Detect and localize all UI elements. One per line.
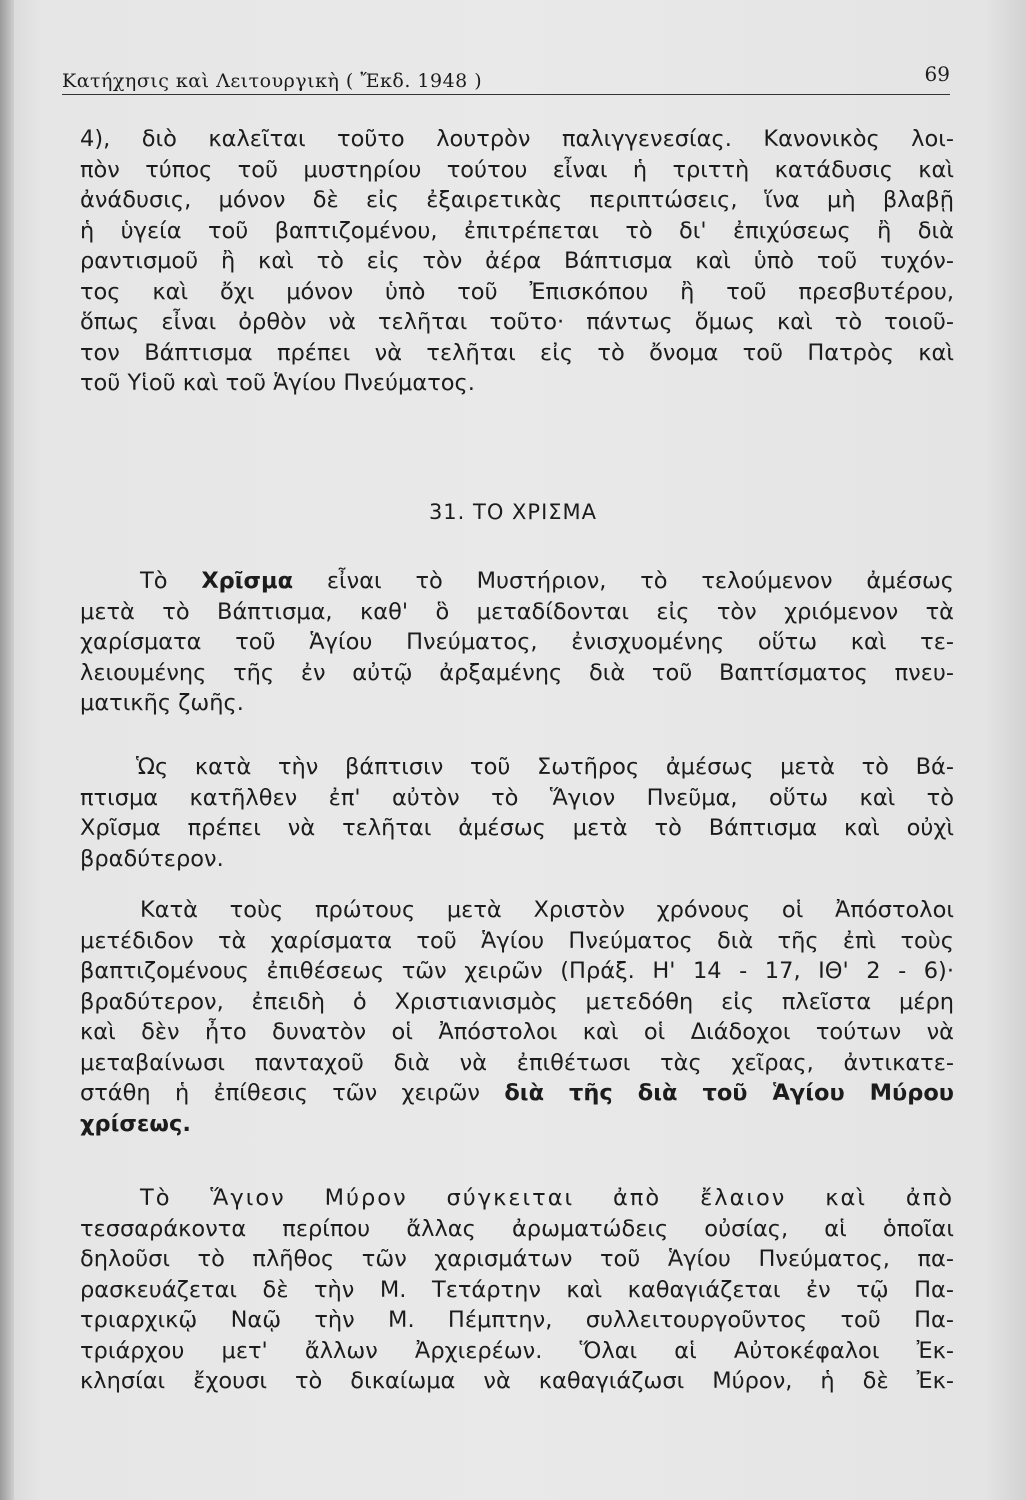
paragraph-chrism-definition	[80, 566, 954, 719]
text-line: Τὸ Ἅγιον Μύρον σύγκειται ἀπὸ ἔλαιον καὶ ἀπὸ	[140, 1185, 954, 1211]
running-header	[62, 60, 950, 100]
text-line: 4), διὸ καλεῖται τοῦτο λουτρὸν παλιγγενεσίας. Κανονικὸς λοι-	[80, 126, 954, 152]
text-line: ρασκευάζεται δὲ τὴν Μ. Τετάρτην καὶ καθαγιάζεται ἐν τῷ Πα-	[80, 1276, 954, 1303]
text-line: τος καὶ ὄχι μόνον ὑπὸ τοῦ Ἐπισκόπου ἢ τοῦ πρεσβυτέρου,	[80, 278, 954, 305]
header-rule	[62, 94, 950, 95]
text-line: τριαρχικῷ Ναῷ τὴν Μ. Πέμπτην, συλλειτουργοῦντος τοῦ Πα-	[80, 1307, 954, 1333]
text-line: τριάρχου μετ' ἄλλων Ἀρχιερέων. Ὅλαι αἱ Αὐτοκέφαλοι Ἐκ-	[80, 1337, 954, 1364]
text-line: βαπτιζομένους ἐπιθέσεως τῶν χειρῶν (Πράξ. Η' 14 - 17, ΙΘ' 2 - 6)·	[80, 958, 954, 984]
text-line	[80, 566, 954, 597]
paragraph-baptism-continued	[80, 124, 954, 399]
section-heading: 31. ΤΟ ΧΡΙΣΜΑ	[428, 500, 598, 524]
text-line: μετέδιδον τὰ χαρίσματα τοῦ Ἁγίου Πνεύματος διὰ τῆς ἐπὶ τοὺς	[80, 927, 954, 954]
page-gutter-shadow	[0, 0, 14, 1500]
paragraph-apostles	[80, 895, 954, 1139]
bold-phrase: διὰ τῆς διὰ τοῦ Ἁγίου Μύρου	[504, 1080, 954, 1106]
text-run: εἶναι τὸ Μυστήριον, τὸ τελούμενον ἀμέσως	[293, 568, 954, 594]
text-line: τον Βάπτισμα πρέπει νὰ τελῆται εἰς τὸ ὄνομα τοῦ Πατρὸς καὶ	[80, 339, 954, 366]
text-line: ματικῆς ζωῆς.	[80, 690, 244, 716]
text-line: πτισμα κατῆλθεν ἐπ' αὐτὸν τὸ Ἅγιον Πνεῦμα, οὕτω καὶ τὸ	[80, 784, 954, 811]
text-line: πὸν τύπος τοῦ μυστηρίου τούτου εἶναι ἡ τριττὴ κατάδυσις καὶ	[80, 156, 954, 183]
text-line: ἡ ὑγεία τοῦ βαπτιζομένου, ἐπιτρέπεται τὸ δι' ἐπιχύσεως ἢ διὰ	[80, 217, 954, 244]
text-line: Χρῖσμα πρέπει νὰ τελῆται ἀμέσως μετὰ τὸ Βάπτισμα καὶ οὐχὶ	[80, 815, 954, 841]
running-title: Κατήχησις καὶ Λειτουργικὴ ( Ἔκδ. 1948 )	[62, 70, 483, 92]
text-line: λειουμένης τῆς ἐν αὐτῷ ἀρξαμένης διὰ τοῦ Βαπτίσματος πνευ-	[80, 659, 954, 686]
text-line: χρίσεως.	[80, 1110, 191, 1137]
text-run: στάθη ἡ ἐπίθεσις τῶν χειρῶν	[80, 1080, 505, 1106]
text-line: Ὡς κατὰ τὴν βάπτισιν τοῦ Σωτῆρος ἀμέσως μετὰ τὸ Βά-	[136, 754, 954, 780]
text-line: κλησίαι ἔχουσι τὸ δικαίωμα νὰ καθαγιάζωσι Μύρον, ἡ δὲ Ἐκ-	[80, 1368, 954, 1394]
bold-term: Χρῖσμα	[201, 568, 294, 594]
text-line: ραντισμοῦ ἢ καὶ τὸ εἰς τὸν ἀέρα Βάπτισμα καὶ ὑπὸ τοῦ τυχόν-	[80, 248, 954, 274]
text-line: τοῦ Υἱοῦ καὶ τοῦ Ἁγίου Πνεύματος.	[80, 370, 475, 396]
text-line: μεταβαίνωσι πανταχοῦ διὰ νὰ ἐπιθέτωσι τὰς χεῖρας, ἀντικατε-	[80, 1049, 954, 1076]
text-line: Κατὰ τοὺς πρώτους μετὰ Χριστὸν χρόνους οἱ Ἀπόστολοι	[140, 897, 954, 923]
paragraph-after-baptism	[80, 752, 954, 874]
text-line: ὅπως εἶναι ὀρθὸν νὰ τελῆται τοῦτο· πάντως ὅμως καὶ τὸ τοιοῦ-	[80, 309, 954, 335]
text-line: βραδύτερον.	[80, 845, 224, 872]
text-line: τεσσαράκοντα περίπου ἄλλας ἀρωματώδεις οὐσίας, αἱ ὁποῖαι	[80, 1215, 954, 1242]
paragraph-holy-myron	[80, 1183, 954, 1397]
text-line: χαρίσματα τοῦ Ἁγίου Πνεύματος, ἐνισχυομένης οὕτω καὶ τε-	[80, 629, 954, 655]
text-line: ἀνάδυσις, μόνον δὲ εἰς ἐξαιρετικὰς περιπτώσεις, ἵνα μὴ βλαβῇ	[80, 187, 954, 213]
page-number: 69	[924, 62, 950, 86]
text-line: καὶ δὲν ἦτο δυνατὸν οἱ Ἀπόστολοι καὶ οἱ Διάδοχοι τούτων νὰ	[80, 1019, 954, 1045]
text-run: Τὸ	[140, 568, 202, 594]
text-line: μετὰ τὸ Βάπτισμα, καθ' ὃ μεταδίδονται εἰς τὸν χριόμενον τὰ	[80, 598, 954, 625]
text-line: δηλοῦσι τὸ πλῆθος τῶν χαρισμάτων τοῦ Ἁγίου Πνεύματος, πα-	[80, 1246, 954, 1272]
text-line	[80, 1078, 954, 1109]
text-line: βραδύτερον, ἐπειδὴ ὁ Χριστιανισμὸς μετεδόθη εἰς πλεῖστα μέρη	[80, 988, 954, 1015]
